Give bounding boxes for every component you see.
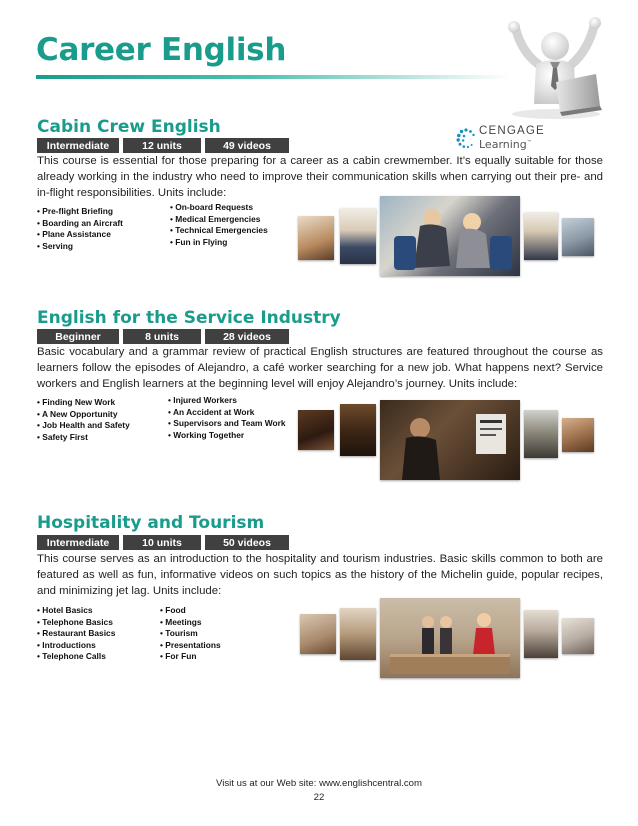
cengage-mark-icon — [455, 127, 477, 149]
unit-item: • Plane Assistance — [37, 229, 123, 241]
video-thumbnail — [562, 418, 594, 452]
video-thumbnail — [340, 208, 376, 264]
unit-item: • Pre-flight Briefing — [37, 206, 123, 218]
video-thumbnail — [524, 212, 558, 260]
video-thumbnail — [524, 410, 558, 458]
unit-item: • An Accident at Work — [168, 407, 286, 419]
level-tag: Intermediate — [37, 535, 119, 550]
units-list-right — [160, 605, 221, 663]
unit-item: • A New Opportunity — [37, 409, 130, 421]
units-tag: 12 units — [123, 138, 201, 153]
title-rule — [36, 75, 511, 79]
course-description: This course is essential for those preparing for a career as a cabin crewmember. It’s equally suitable for those already working in the industry who need to improve their communication skills when carrying out their pre- and in-flight responsibilities. Units include: — [37, 155, 603, 199]
hero-figure-laptop-image — [498, 12, 608, 122]
videos-tag: 49 videos — [205, 138, 289, 153]
unit-item: • Presentations — [160, 640, 221, 652]
unit-item: • Tourism — [160, 628, 221, 640]
video-thumbnail-main — [380, 196, 520, 276]
video-thumbnail — [524, 610, 558, 658]
unit-item: • Telephone Calls — [37, 651, 115, 663]
unit-item: • Working Together — [168, 430, 286, 442]
cabin-scene-image — [380, 196, 520, 276]
unit-item: • Food — [160, 605, 221, 617]
cengage-logo — [455, 125, 565, 153]
hotel-lobby-scene-image — [380, 598, 520, 678]
unit-item: • Safety First — [37, 432, 130, 444]
unit-item: • Boarding an Aircraft — [37, 218, 123, 230]
unit-item: • Injured Workers — [168, 395, 286, 407]
units-list-right — [170, 202, 268, 248]
video-thumbnail — [340, 608, 376, 660]
cafe-scene-image — [380, 400, 520, 480]
units-list-left — [37, 397, 130, 443]
course-tags — [37, 138, 289, 153]
course-description: This course serves as an introduction to the hospitality and tourism industries. Basic skills common to both are featured as well as fun, informative videos on such topics as the history of the Michelin guide, popular recipes, and minimizing jet lag. Units include: — [37, 553, 603, 597]
video-thumbnail — [298, 216, 334, 260]
video-thumbnail — [562, 618, 594, 654]
video-thumbnail — [298, 410, 334, 450]
unit-item: • Finding New Work — [37, 397, 130, 409]
video-thumbnail — [562, 218, 594, 256]
video-thumbnail-main — [380, 598, 520, 678]
unit-item: • Introductions — [37, 640, 115, 652]
brand-sub: Learning™ — [479, 138, 532, 151]
level-tag: Beginner — [37, 329, 119, 344]
unit-item: • Serving — [37, 241, 123, 253]
page-title: Career English — [36, 32, 287, 68]
videos-tag: 50 videos — [205, 535, 289, 550]
brand-name: CENGAGE — [479, 125, 545, 137]
unit-item: • Fun in Flying — [170, 237, 268, 249]
unit-item: • On-board Requests — [170, 202, 268, 214]
page-number: 22 — [313, 792, 325, 803]
course-description: Basic vocabulary and a grammar review of practical English structures are featured throughout the course as learners follow the episodes of Alejandro, a café worker searching for a new job. What happens next? Service workers and English learners at the beginning level will enjoy Alejandro’s journey. Units include: — [37, 346, 603, 390]
section-title: Cabin Crew English — [37, 117, 221, 137]
section-title: Hospitality and Tourism — [37, 513, 265, 533]
unit-item: • Hotel Basics — [37, 605, 115, 617]
course-tags — [37, 535, 289, 550]
video-thumbnail — [340, 404, 376, 456]
unit-item: • Restaurant Basics — [37, 628, 115, 640]
footer-website: Visit us at our Web site: www.englishcentral.com — [216, 778, 422, 789]
units-list-left — [37, 605, 115, 663]
unit-item: • Medical Emergencies — [170, 214, 268, 226]
unit-item: • Telephone Basics — [37, 617, 115, 629]
videos-tag: 28 videos — [205, 329, 289, 344]
unit-item: • Meetings — [160, 617, 221, 629]
units-list-left — [37, 206, 123, 252]
units-tag: 10 units — [123, 535, 201, 550]
units-list-right — [168, 395, 286, 441]
video-thumbnail — [300, 614, 336, 654]
video-thumbnail-main — [380, 400, 520, 480]
unit-item: • Technical Emergencies — [170, 225, 268, 237]
course-tags — [37, 329, 289, 344]
unit-item: • Supervisors and Team Work — [168, 418, 286, 430]
level-tag: Intermediate — [37, 138, 119, 153]
unit-item: • For Fun — [160, 651, 221, 663]
units-tag: 8 units — [123, 329, 201, 344]
section-title: English for the Service Industry — [37, 308, 341, 328]
unit-item: • Job Health and Safety — [37, 420, 130, 432]
